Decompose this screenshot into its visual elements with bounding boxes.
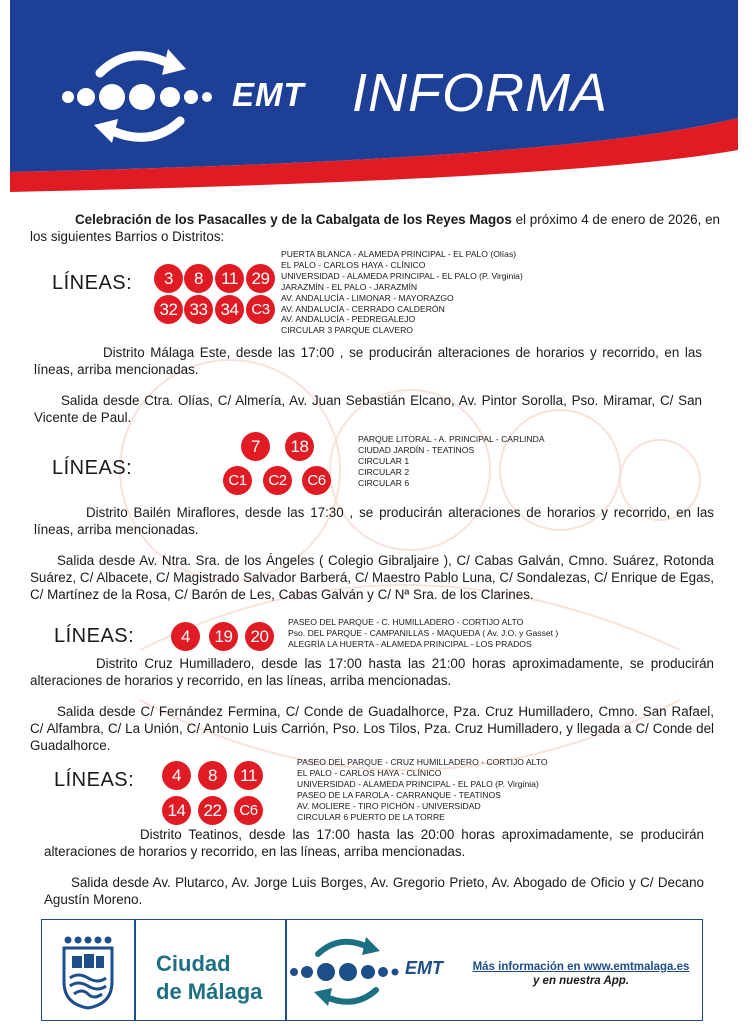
- route-item: CIRCULAR 6: [358, 477, 410, 488]
- route-item: Pso. DEL PARQUE - CAMPANILLAS - MAQUEDA ( Av. J.O. y Gasset ): [288, 627, 559, 638]
- intro-rest: el próximo 4 de enero de 2026, en los siguientes Barrios o Distritos:: [30, 212, 720, 244]
- line-badge: 14: [162, 796, 191, 825]
- line-badge: C3: [246, 295, 275, 324]
- line-badge: 7: [241, 432, 270, 461]
- footer-divider: [134, 920, 136, 1020]
- line-badge: 3: [154, 264, 183, 293]
- footer-divider: [285, 920, 287, 1020]
- line-badge: C1: [223, 466, 252, 495]
- departure-route: Salida desde C/ Fernández Fermina, C/ Conde de Guadalhorce, Pza. Cruz Humilladero, Cmno. San Rafael, C/ Alfambra, C/ La Unión, C/ Antonio Luis Carrión, Pso. Los Tilos, Pza. Cruz Humilladero, y llegada a C/ Conde del Guadalhorce.: [30, 704, 714, 753]
- departure-route: Salida desde Ctra. Olías, C/ Almería, Av. Juan Sebastián Elcano, Av. Pintor Sorolla, Pso. Miramar, C/ San Vicente de Paul.: [34, 393, 702, 425]
- line-badge: 29: [246, 264, 275, 293]
- line-badge: C6: [234, 796, 263, 825]
- header-title: INFORMA: [352, 63, 608, 123]
- line-badge: 34: [215, 295, 244, 324]
- route-item: CIUDAD JARDÍN - TEATINOS: [358, 444, 475, 455]
- app-text: y en nuestra App.: [532, 975, 630, 987]
- line-badge: 33: [184, 295, 213, 324]
- line-badge: 18: [285, 432, 314, 461]
- emt-logo-icon: [60, 45, 230, 145]
- route-item: CIRCULAR 3 PARQUE CLAVERO: [281, 325, 413, 336]
- line-badge: 11: [234, 761, 263, 790]
- route-item: AV. ANDALUCÍA - PEDREGALEJO: [281, 314, 416, 325]
- line-badge: 19: [209, 622, 238, 651]
- line-badge: 20: [245, 622, 274, 651]
- route-item: PASEO DE LA FAROLA - CARRANQUE - TEATINOS: [297, 789, 501, 800]
- route-item: AV. ANDALUCÍA - LIMONAR - MAYORAZGO: [281, 292, 454, 303]
- departure-route: Salida desde Av. Plutarco, Av. Jorge Luis Borges, Av. Gregorio Prieto, Av. Abogado de Oficio y C/ Decano Agustín Moreno.: [44, 875, 704, 907]
- footer-brand: EMT: [405, 958, 443, 978]
- lines-label: LÍNEAS:: [52, 272, 133, 294]
- departure-route: Salida desde Av. Ntra. Sra. de los Ángeles ( Colegio Gibraljaire ), C/ Cabas Galván, Cmno. Suárez, Rotonda Suárez, C/ Albacete, C/ Magistrado Salvador Barberá, C/ Maestro Pablo Luna, C/ Sondalezas, C/ Enrique de Egas, C/ Martínez de la Rosa, C/ Barón de Les, Cabas Galván y C/ Nª Sra. de los Clarines.: [30, 553, 714, 602]
- route-item: UNIVERSIDAD - ALAMEDA PRINCIPAL - EL PALO (P. Virginia): [281, 270, 523, 281]
- route-item: AV. MOLIERE - TIRO PICHÓN - UNIVERSIDAD: [297, 800, 481, 811]
- line-badge: 11: [215, 264, 244, 293]
- line-badge: C6: [302, 466, 331, 495]
- route-item: CIRCULAR 1: [358, 455, 410, 466]
- route-item: AV. ANDALUCÍA - CERRADO CALDERÓN: [281, 303, 445, 314]
- route-list: [297, 757, 548, 822]
- route-list: [288, 617, 558, 650]
- district-notice: Distrito Teatinos, desde las 17:00 hasta las 20:00 horas aproximadamente, se producirán alteraciones de horarios y recorrido, en las líneas, arriba mencionadas.: [44, 827, 704, 859]
- route-item: EL PALO - CARLOS HAYA - CLÍNICO: [297, 767, 442, 778]
- district-notice: Distrito Málaga Este, desde las 17:00 , se producirán alteraciones de horarios y recorrido, en las líneas, arriba mencionadas.: [34, 345, 702, 377]
- line-badge: 22: [198, 796, 227, 825]
- intro-paragraph: [30, 211, 720, 245]
- city-crest-icon: [60, 934, 116, 1010]
- route-item: PASEO DEL PARQUE - CRUZ HUMILLADERO - CORTIJO ALTO: [297, 757, 548, 767]
- more-info: [461, 960, 701, 988]
- lines-label: LÍNEAS:: [54, 625, 135, 647]
- intro-bold: Celebración de los Pasacalles y de la Cabalgata de los Reyes Magos: [75, 212, 512, 227]
- city-line-2: de Málaga: [156, 979, 263, 1004]
- line-badge: 4: [171, 622, 200, 651]
- route-item: PARQUE LITORAL - A. PRINCIPAL - CARLINDA: [358, 434, 545, 444]
- line-badge: 8: [184, 264, 213, 293]
- header-brand: EMT: [232, 76, 305, 113]
- route-item: ALEGRÍA LA HUERTA - ALAMEDA PRINCIPAL - LOS PRADOS: [288, 638, 532, 649]
- route-list: [281, 249, 523, 336]
- route-item: PUERTA BLANCA - ALAMEDA PRINCIPAL - EL PALO (Olías): [281, 249, 517, 259]
- line-badge: C2: [263, 466, 292, 495]
- route-item: EL PALO - CARLOS HAYA - CLÍNICO: [281, 259, 426, 270]
- footer-box: [41, 919, 703, 1021]
- route-item: UNIVERSIDAD - ALAMEDA PRINCIPAL - EL PALO (P. Virginia): [297, 778, 539, 789]
- route-list: [358, 434, 545, 489]
- line-badge: 32: [154, 295, 183, 324]
- route-item: JARAZMÍN - EL PALO - JARAZMÍN: [281, 281, 418, 292]
- lines-label: LÍNEAS:: [52, 457, 133, 479]
- route-item: PASEO DEL PARQUE - C. HUMILLADERO - CORTIJO ALTO: [288, 617, 524, 627]
- district-notice: Distrito Cruz Humilladero, desde las 17:00 hasta las 21:00 horas aproximadamente, se producirán alteraciones de horarios y recorrido, en las líneas, arriba mencionadas.: [30, 656, 714, 688]
- line-badge: 8: [198, 761, 227, 790]
- city-line-1: Ciudad: [156, 951, 231, 976]
- city-name: [156, 950, 262, 1006]
- website-link[interactable]: Más información en www.emtmalaga.es: [472, 961, 690, 973]
- route-item: CIRCULAR 2: [358, 466, 410, 477]
- lines-label: LÍNEAS:: [54, 769, 135, 791]
- district-notice: Distrito Bailén Miraflores, desde las 17:30 , se producirán alteraciones de horarios y recorrido, en las líneas, arriba mencionadas.: [34, 505, 714, 537]
- route-item: CIRCULAR 6 PUERTO DE LA TORRE: [297, 811, 445, 822]
- line-badge: 4: [162, 761, 191, 790]
